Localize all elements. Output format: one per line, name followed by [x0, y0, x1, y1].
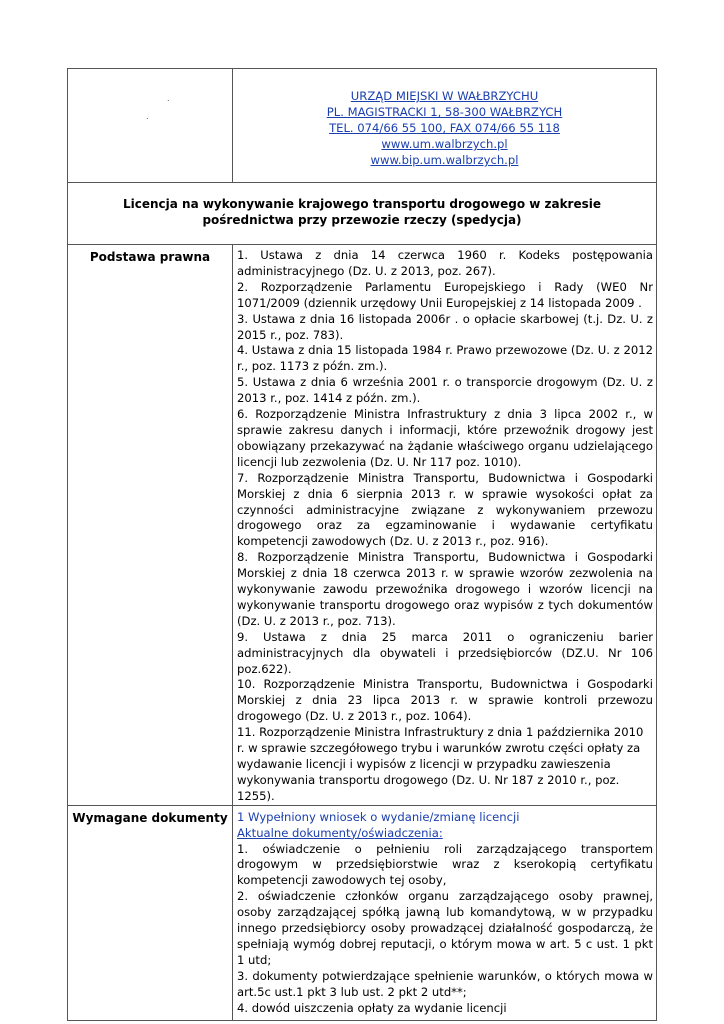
document-item: 2. oświadczenie członków organu zarządzającego osoby prawnej, osoby zarządzającej spółką jawną lub komandytową, w w przypadku innego przedsiębiorcy osoby prowadzącej działalność gospodarczą, że spełniają wymóg dobrej reputacji, o którym mowa w art. 5 c ust. 1 pkt 1 utd;	[237, 889, 653, 967]
legal-item: 7. Rozporządzenie Ministra Transportu, Budownictwa i Gospodarki Morskiej z dnia 6 sierpnia 2013 r. w sprawie wysokości opłat za czynności administracyjne związane z wykonywaniem przewozu drogowego oraz za egzaminowanie i wydawanie certyfikatu kompetencji zawodowych (Dz. U. z 2013 r., poz. 916).	[237, 470, 653, 549]
legal-item: 10. Rozporządzenie Ministra Transportu, Budownictwa i Gospodarki Morskiej z dnia 23 lipca 2013 r. w sprawie kontroli przewozu drogowego (Dz. U. z 2013 r., poz. 1064).	[237, 677, 653, 724]
mark-1: .	[167, 94, 170, 103]
office-contact-cell	[233, 69, 657, 183]
required-documents-label: Wymagane dokumenty	[68, 805, 233, 1020]
legal-item: 1. Ustawa z dnia 14 czerwca 1960 r. Kodeks postępowania administracyjnego (Dz. U. z 2013, poz. 267).	[237, 248, 653, 278]
required-documents-row	[68, 805, 657, 1020]
required-documents-content	[233, 805, 657, 1020]
legal-item: 6. Rozporządzenie Ministra Infrastruktury z dnia 3 lipca 2002 r., w sprawie zakresu danych i informacji, które przewoźnik drogowy jest obowiązany przekazywać na żądanie właściwego organu udzielającego licencji lub zezwolenia (Dz. U. Nr 117 poz. 1010).	[237, 407, 653, 469]
application-form-item: 1 Wypełniony wniosek o wydanie/zmianę licencji	[237, 809, 520, 824]
legal-basis-row	[68, 245, 657, 806]
title-row	[68, 183, 657, 245]
legal-item: 4. Ustawa z dnia 15 listopada 1984 r. Prawo przewozowe (Dz. U. z 2012 r., poz. 1173 z późn. zm.).	[237, 343, 653, 374]
bip-link[interactable]: www.bip.um.walbrzych.pl	[370, 153, 519, 167]
document-title: Licencja na wykonywanie krajowego transportu drogowego w zakresie pośrednictwa przy przewozie rzeczy (spedycja)	[122, 197, 602, 227]
document-item: 4. dowód uiszczenia opłaty za wydanie licencji	[237, 1000, 507, 1015]
document-item: 1. oświadczenie o pełnieniu roli zarządzającego transportem drogowym w przedsiębiorstwie wraz z kserokopią certyfikatu kompetencji zawodowych tej osoby,	[237, 841, 653, 888]
header-row	[68, 69, 657, 183]
office-phone-link[interactable]: TEL. 074/66 55 100, FAX 074/66 55 118	[329, 121, 560, 135]
legal-item: 3. Ustawa z dnia 16 listopada 2006r . o opłacie skarbowej (t.j. Dz. U. z 2015 r., poz. 783).	[237, 311, 653, 342]
legal-item: 9. Ustawa z dnia 25 marca 2011 o ograniczeniu barier administracyjnych dla obywateli i przedsiębiorców (DZ.U. Nr 106 poz.622).	[237, 629, 653, 676]
document-item: 3. dokumenty potwierdzające spełnienie warunków, o których mowa w art.5c ust.1 pkt 3 lub ust. 2 pkt 2 utd**;	[237, 968, 653, 999]
office-name-link[interactable]: URZĄD MIEJSKI W WAŁBRZYCHU	[350, 89, 539, 103]
info-table	[67, 68, 657, 1021]
legal-item: 5. Ustawa z dnia 6 września 2001 r. o transporcie drogowym (Dz. U. z 2013 r., poz. 1414 z późn. zm.).	[237, 375, 653, 406]
legal-item: 11. Rozporządzenie Ministra Infrastruktury z dnia 1 października 2010 r. w sprawie szczegółowego trybu i warunków zwrotu części opłaty za wydawanie licencji i wypisów z licencji w przypadku zawieszenia wykonywania transportu drogowego (Dz. U. Nr 187 z 2010 r., poz. 1255).	[237, 725, 644, 803]
website-link[interactable]: www.um.walbrzych.pl	[381, 137, 508, 151]
title-cell	[68, 183, 657, 245]
legal-item: 8. Rozporządzenie Ministra Transportu, Budownictwa i Gospodarki Morskiej z dnia 18 czerwca 2013 r. w sprawie wzorów zezwolenia na wykonywanie zawodu przewoźnika drogowego i wzorów licencji na wykonywanie transportu drogowego oraz wypisów z tych dokumentów (Dz. U. z 2013 r., poz. 713).	[237, 550, 653, 628]
legal-item: 2. Rozporządzenie Parlamentu Europejskiego i Rady (WE0 Nr 1071/2009 (dziennik urzędowy Unii Europejskiej z 14 listopada 2009 .	[237, 279, 653, 310]
legal-basis-content	[233, 245, 657, 806]
mark-2: .	[146, 112, 149, 121]
legal-basis-label: Podstawa prawna	[68, 245, 233, 806]
office-address-link[interactable]: PL. MAGISTRACKI 1, 58-300 WAŁBRZYCH	[326, 105, 563, 119]
logo-cell	[68, 69, 233, 183]
current-documents-heading: Aktualne dokumenty/oświadczenia:	[237, 825, 443, 840]
